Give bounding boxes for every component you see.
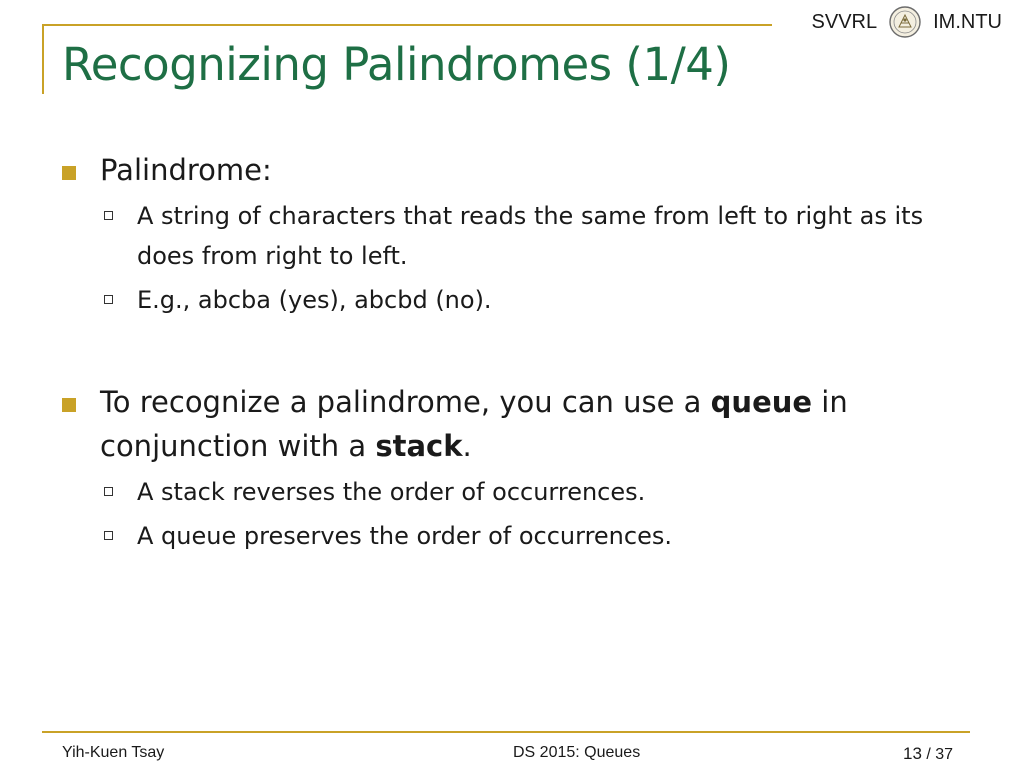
sub-bullet-definition <box>62 196 982 276</box>
sub-bullet-text: E.g., abcba (yes), abcbd (no). <box>137 286 492 314</box>
total-pages: / 37 <box>926 746 954 763</box>
slide-title: Recognizing Palindromes (1/4) <box>62 38 731 91</box>
footer-page-number <box>903 744 953 764</box>
checkbox-bullet-icon <box>104 211 113 220</box>
checkbox-bullet-icon <box>104 531 113 540</box>
sub-bullet-text: A stack reverses the order of occurrences. <box>137 478 646 506</box>
lab-name: SVVRL <box>811 10 878 33</box>
sub-bullet-text: A queue preserves the order of occurrences. <box>137 522 672 550</box>
checkbox-bullet-icon <box>104 487 113 496</box>
bullet-text-part: in conjunction with a <box>100 385 848 463</box>
top-frame-line <box>42 24 772 26</box>
bullet-text: Palindrome: <box>100 153 272 187</box>
footer-author: Yih-Kuen Tsay <box>62 744 165 761</box>
footer-course: DS 2015: Queues <box>513 744 641 761</box>
university-seal-icon <box>889 6 921 38</box>
bullet-recognize <box>62 380 982 468</box>
keyword-queue: queue <box>710 385 813 419</box>
slide-header <box>812 6 1002 38</box>
square-bullet-icon <box>62 398 76 412</box>
sub-bullet-queue <box>62 516 982 556</box>
sub-bullet-example <box>62 280 982 320</box>
current-page: 13 <box>903 744 922 763</box>
sub-bullet-stack <box>62 472 982 512</box>
organization-name: IM.NTU <box>933 10 1002 33</box>
left-frame-line <box>42 24 44 94</box>
bullet-text-part: To recognize a palindrome, you can use a <box>100 385 711 419</box>
checkbox-bullet-icon <box>104 295 113 304</box>
bullet-text-part: . <box>462 429 472 463</box>
sub-bullet-text: A string of characters that reads the same from left to right as its does from right to left. <box>137 202 924 270</box>
square-bullet-icon <box>62 166 76 180</box>
bullet-palindrome <box>62 148 982 192</box>
keyword-stack: stack <box>375 429 463 463</box>
slide-content <box>62 148 982 556</box>
footer-line <box>42 731 970 733</box>
